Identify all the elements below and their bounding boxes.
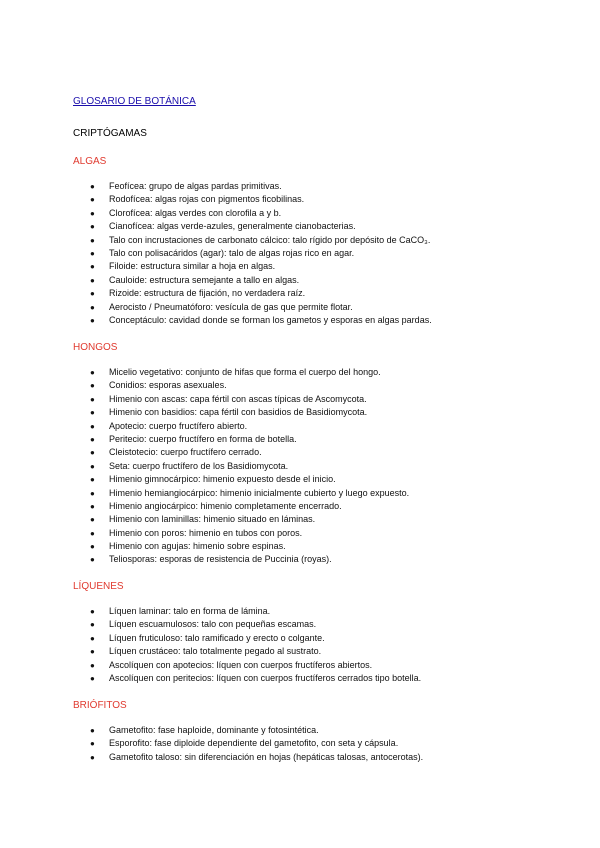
list-item: ● Conceptáculo: cavidad donde se forman los gametos y esporas en algas pardas.	[84, 314, 584, 327]
list-item: ● Himenio con ascas: capa fértil con ascas típicas de Ascomycota.	[84, 393, 584, 406]
list-item: ● Feofícea: grupo de algas pardas primitivas.	[84, 180, 584, 193]
list-item: ● Rodofícea: algas rojas con pigmentos ficobilinas.	[84, 193, 584, 206]
list-item: ● Cianofícea: algas verde-azules, generalmente cianobacterias.	[84, 220, 584, 233]
bullet-icon: ●	[90, 501, 95, 511]
bullet-icon: ●	[90, 275, 95, 285]
term-list-hongos	[84, 366, 584, 567]
bullet-icon: ●	[90, 620, 95, 630]
list-item: ● Talo con polisacáridos (agar): talo de algas rojas rico en agar.	[84, 247, 584, 260]
bullet-icon: ●	[90, 647, 95, 657]
section-heading-liquenes: LÍQUENES	[73, 581, 124, 592]
list-item: ● Rizoide: estructura de fijación, no verdadera raíz.	[84, 287, 584, 300]
list-item: ● Filoide: estructura similar a hoja en algas.	[84, 260, 584, 273]
list-item: ● Conidios: esporas asexuales.	[84, 379, 584, 392]
bullet-icon: ●	[90, 235, 95, 245]
bullet-icon: ●	[90, 262, 95, 272]
bullet-icon: ●	[90, 633, 95, 643]
list-item: ● Aerocisto / Pneumatóforo: vesícula de gas que permite flotar.	[84, 301, 584, 314]
bullet-icon: ●	[90, 222, 95, 232]
list-item: ● Seta: cuerpo fructífero de los Basidiomycota.	[84, 460, 584, 473]
bullet-icon: ●	[90, 434, 95, 444]
document-title-link[interactable]: GLOSARIO DE BOTÁNICA	[73, 96, 196, 107]
list-item: ● Himenio con laminillas: himenio situado en láminas.	[84, 513, 584, 526]
list-item: ● Micelio vegetativo: conjunto de hifas que forma el cuerpo del hongo.	[84, 366, 584, 379]
list-item: ● Gametofito: fase haploide, dominante y fotosintética.	[84, 724, 584, 737]
bullet-icon: ●	[90, 208, 95, 218]
bullet-icon: ●	[90, 515, 95, 525]
bullet-icon: ●	[90, 726, 95, 735]
bullet-icon: ●	[90, 448, 95, 458]
list-item: ● Esporofito: fase diploide dependiente del gametofito, con seta y cápsula.	[84, 737, 584, 750]
bullet-icon: ●	[90, 461, 95, 471]
section-heading-hongos: HONGOS	[73, 342, 118, 353]
list-item: ● Himenio gimnocárpico: himenio expuesto desde el inicio.	[84, 473, 584, 486]
bullet-icon: ●	[90, 302, 95, 312]
bullet-icon: ●	[90, 752, 95, 762]
list-item: ● Himenio angiocárpico: himenio completamente encerrado.	[84, 500, 584, 513]
list-item: ● Himenio con poros: himenio en tubos con poros.	[84, 527, 584, 540]
list-item: ● Líquen fruticuloso: talo ramificado y erecto o colgante.	[84, 632, 584, 645]
list-item: ● Ascolíquen con peritecios: líquen con cuerpos fructíferos cerrados tipo botella.	[84, 672, 584, 685]
list-item: ● Teliosporas: esporas de resistencia de Puccinia (royas).	[84, 553, 584, 566]
bullet-icon: ●	[90, 673, 95, 683]
list-item: ● Himenio con agujas: himenio sobre espinas.	[84, 540, 584, 553]
section-heading-briofitos: BRIÓFITOS	[73, 700, 127, 711]
list-item: ● Cleistotecio: cuerpo fructífero cerrado.	[84, 446, 584, 459]
term-list-algas	[84, 180, 584, 327]
list-item: ● Líquen laminar: talo en forma de lámina.	[84, 605, 584, 618]
bullet-icon: ●	[90, 368, 95, 377]
bullet-icon: ●	[90, 488, 95, 498]
bullet-icon: ●	[90, 248, 95, 258]
term-list-liquenes	[84, 605, 584, 685]
list-item: ● Himenio con basidios: capa fértil con basidios de Basidiomycota.	[84, 406, 584, 419]
bullet-icon: ●	[90, 739, 95, 749]
bullet-icon: ●	[90, 542, 95, 552]
bullet-icon: ●	[90, 555, 95, 565]
bullet-icon: ●	[90, 195, 95, 205]
document-subtitle: CRIPTÓGAMAS	[73, 128, 147, 139]
list-item: ● Líquen escuamulosos: talo con pequeñas escamas.	[84, 618, 584, 631]
list-item: ● Himenio hemiangiocárpico: himenio inicialmente cubierto y luego expuesto.	[84, 487, 584, 500]
section-heading-algas: ALGAS	[73, 156, 107, 167]
list-item: ● Apotecio: cuerpo fructífero abierto.	[84, 420, 584, 433]
bullet-icon: ●	[90, 381, 95, 391]
list-item: ● Clorofícea: algas verdes con clorofila a y b.	[84, 207, 584, 220]
bullet-icon: ●	[90, 660, 95, 670]
bullet-icon: ●	[90, 315, 95, 325]
bullet-icon: ●	[90, 182, 95, 191]
list-item: ● Gametofito taloso: sin diferenciación en hojas (hepáticas talosas, antocerotas).	[84, 751, 584, 764]
bullet-icon: ●	[90, 528, 95, 538]
list-item: ● Cauloide: estructura semejante a tallo en algas.	[84, 274, 584, 287]
bullet-icon: ●	[90, 289, 95, 299]
bullet-icon: ●	[90, 607, 95, 616]
bullet-icon: ●	[90, 394, 95, 404]
term-list-briofitos	[84, 724, 584, 764]
bullet-icon: ●	[90, 408, 95, 418]
bullet-icon: ●	[90, 421, 95, 431]
list-item: ● Talo con incrustaciones de carbonato cálcico: talo rígido por depósito de CaCO₃.	[84, 234, 584, 247]
list-item: ● Líquen crustáceo: talo totalmente pegado al sustrato.	[84, 645, 584, 658]
list-item: ● Ascolíquen con apotecios: líquen con cuerpos fructíferos abiertos.	[84, 659, 584, 672]
bullet-icon: ●	[90, 475, 95, 485]
list-item: ● Peritecio: cuerpo fructífero en forma de botella.	[84, 433, 584, 446]
